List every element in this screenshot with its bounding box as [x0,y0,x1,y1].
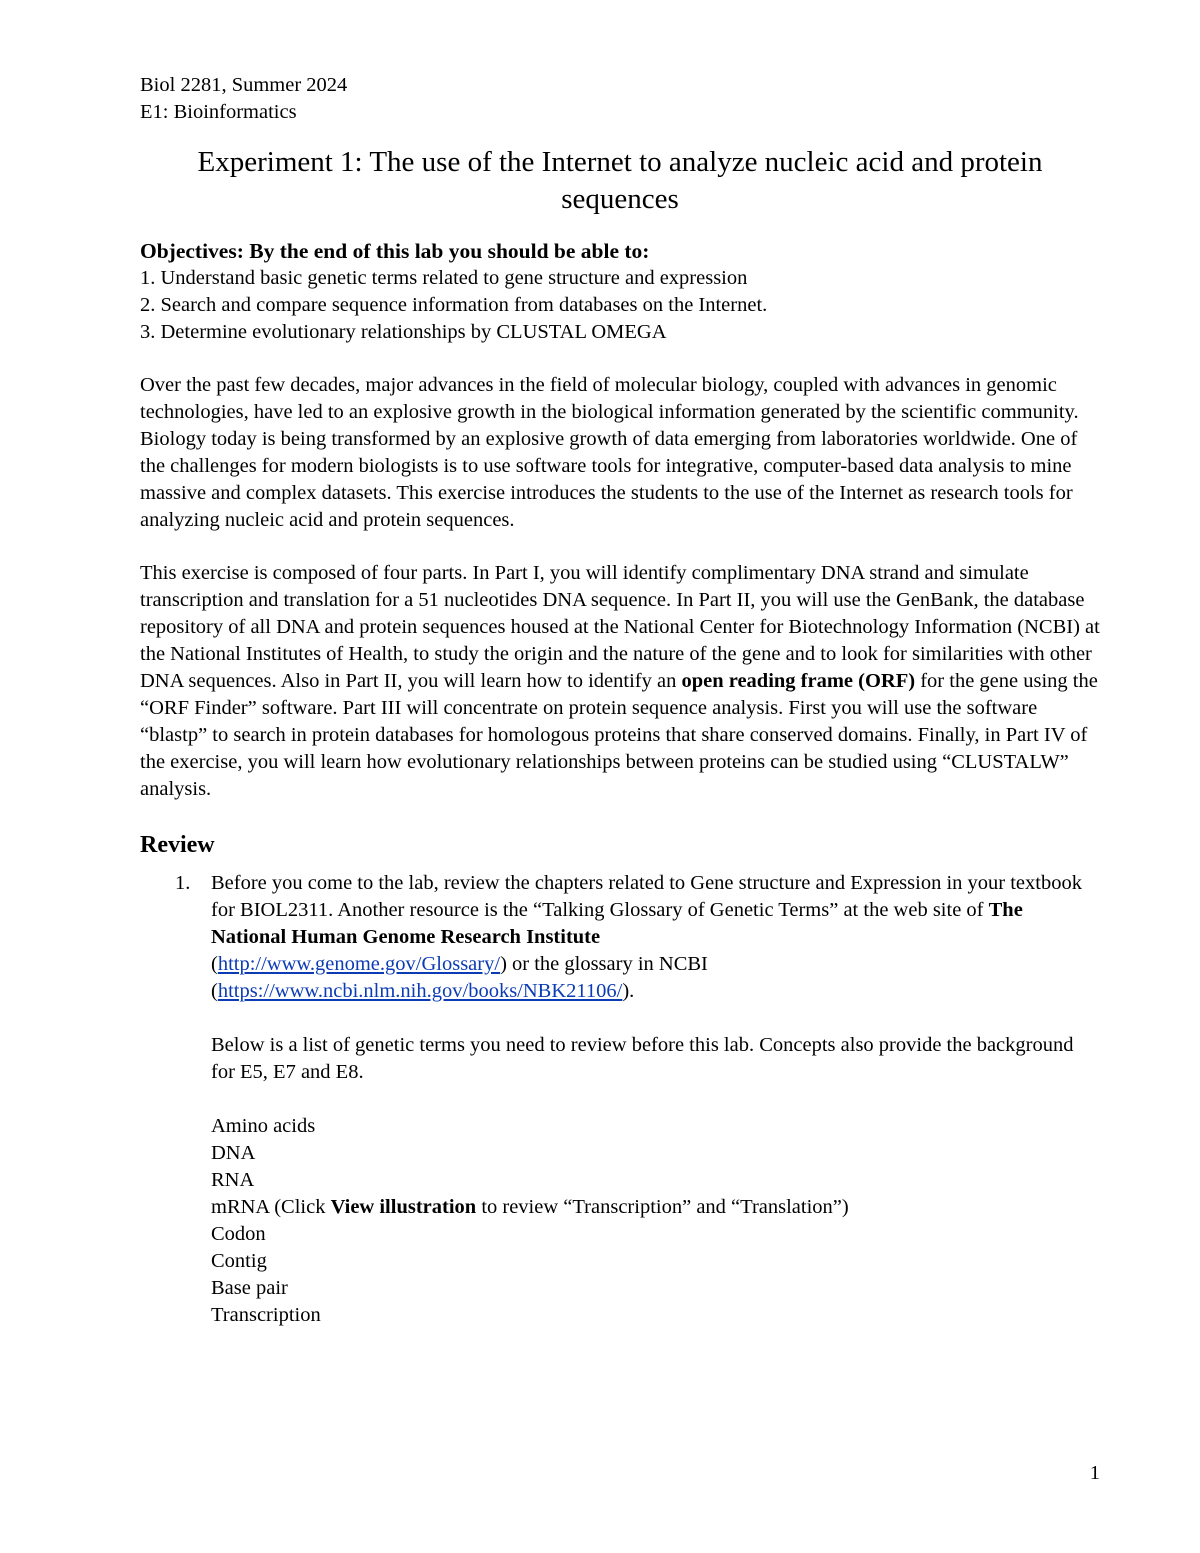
objective-item: 2. Search and compare sequence information from databases on the Internet. [140,294,768,316]
paren: ( [211,980,218,1002]
review-item [211,870,1100,1329]
view-illustration-label: View illustration [330,1196,477,1218]
term-item-mrna [211,1194,1100,1221]
after-link-text: ). [622,980,635,1002]
paren: ( [211,953,218,975]
ncbi-books-link[interactable]: https://www.ncbi.nlm.nih.gov/books/NBK21106/ [217,980,623,1002]
parts-text-after: for the gene using the “ORF Finder” software. Part III will concentrate on protein sequence analysis. First you will use the software “blastp” to search in protein databases for homologous proteins that share conserved domains. Finally, in Part IV of the exercise, you will learn how evolutionary relationships between proteins can be studied using “CLUSTALW” analysis. [140,670,1098,800]
term-item: DNA [211,1142,256,1164]
review-heading: Review [140,832,215,858]
mrna-suffix: to review “Transcription” and “Translation”) [476,1196,849,1218]
term-item: Codon [211,1223,266,1245]
term-item: Transcription [211,1304,321,1326]
genetic-terms-list [211,1113,1100,1329]
objective-item: 3. Determine evolutionary relationships by CLUSTAL OMEGA [140,321,667,343]
genome-glossary-link[interactable]: http://www.genome.gov/Glossary/ [217,953,501,975]
objective-item: 1. Understand basic genetic terms related to gene structure and expression [140,267,748,289]
review-intro-text: Before you come to the lab, review the chapters related to Gene structure and Expression in your textbook for BIOL2311. Another resource is the “Talking Glossary of Genetic Terms” at the web site of [211,872,1082,921]
terms-intro: Below is a list of genetic terms you need to review before this lab. Concepts also provide the background for E5, E7 and E8. [211,1034,1074,1083]
parts-text-before: This exercise is composed of four parts. In Part I, you will identify complimentary DNA strand and simulate transcription and translation for a 51 nucleotides DNA sequence. In Part II, you will use the GenBank, the database repository of all DNA and protein sequences housed at the National Center for Biotechnology Information (NCBI) at the National Institutes of Health, to study the origin and the nature of the gene and to look for similarities with other DNA sequences. Also in Part II, you will learn how to identify an [140,562,1100,692]
mrna-prefix: mRNA (Click [211,1196,331,1218]
objectives-heading: Objectives: By the end of this lab you should be able to: [140,239,650,263]
parts-paragraph [140,560,1100,803]
objectives-section [140,238,1100,346]
review-item-text [211,870,1100,951]
term-item: Contig [211,1250,267,1272]
orf-term: open reading frame (ORF) [681,670,916,692]
term-item: Base pair [211,1277,288,1299]
review-list [140,870,1100,1329]
document-header [140,72,1100,126]
institute-name: The National Human Genome Research Institute [211,899,1023,948]
term-item: RNA [211,1169,255,1191]
glossary-links-line-1 [211,951,1100,978]
intro-paragraph: Over the past few decades, major advances in the field of molecular biology, coupled with advances in genomic technologies, have led to an explosive growth in the biological information generated by the scientific community. Biology today is being transformed by an explosive growth of data emerging from laboratories worldwide. One of the challenges for modern biologists is to use software tools for integrative, computer-based data analysis to mine massive and complex datasets. This exercise introduces the students to the use of the Internet as research tools for analyzing nucleic acid and protein sequences. [140,374,1079,531]
page-number: 1 [1089,1462,1100,1484]
between-links-text: ) or the glossary in NCBI [500,953,708,975]
course-label: Biol 2281, Summer 2024 [140,74,348,96]
term-item: Amino acids [211,1115,316,1137]
document-page [140,72,1100,1329]
page-title: Experiment 1: The use of the Internet to analyze nucleic acid and protein sequences [197,146,1043,215]
glossary-links-line-2 [211,978,1100,1005]
unit-label: E1: Bioinformatics [140,101,297,123]
review-item-number: 1. [175,872,191,894]
